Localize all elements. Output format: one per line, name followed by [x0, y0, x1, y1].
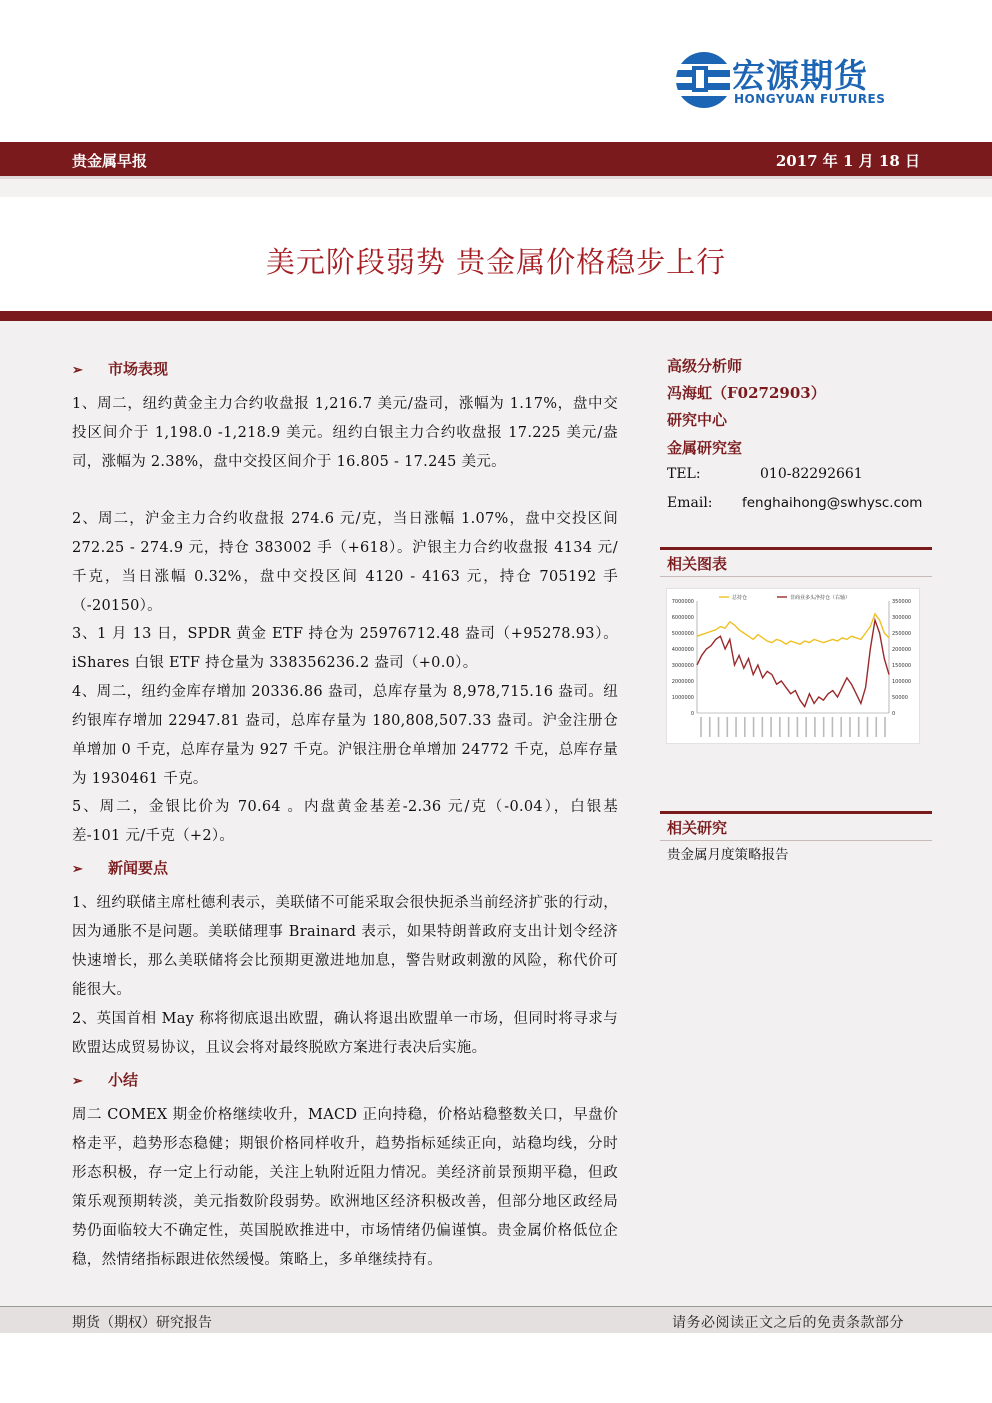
chart-x-tick-label	[709, 717, 711, 737]
tel-value: 010-82292661	[760, 466, 863, 482]
report-date: 2017 年 1 月 18 日	[775, 152, 920, 170]
tel-label: TEL:	[667, 466, 701, 482]
chart-left-tick-label: 0	[690, 711, 694, 717]
news-paragraph-1: 1、纽约联储主席杜德利表示，美联储不可能采取会很快扼杀当前经济扩张的行动，因为通胀不是问题。美联储理事 Brainard 表示，如果特朗普政府支出计划令经济快速增长，那么美联储将会比预期更激进地加息，警告财政刺激的风险，称代价可能很大。	[72, 895, 618, 998]
title-divider	[0, 311, 992, 321]
summary-paragraph: 周二 COMEX 期金价格继续收升，MACD 正向持稳，价格站稳整数关口，早盘价格走平，趋势形态稳健；期银价格同样收升，趋势指标延续正向，站稳均线，分时形态积极，存一定上行动能，关注上轨附近阻力情况。美经济前景预期平稳，但政策乐观预期转淡，美元指数阶段弱势。欧洲地区经济积极改善，但部分地区政经局势仍面临较大不确定性，英国脱欧推进中，市场情绪仍偏谨慎。贵金属价格低位企稳，然情绪指标跟进依然缓慢。策略上，多单继续持有。	[72, 1107, 618, 1268]
chart-x-tick-label	[779, 717, 781, 737]
logo-mark-icon	[674, 48, 730, 114]
chart-left-tick-label: 7000000	[671, 599, 694, 605]
chart-left-tick-label: 3000000	[671, 663, 694, 669]
analyst-role: 高级分析师	[667, 357, 743, 375]
chart-right-tick-label: 250000	[892, 631, 912, 637]
analyst-name: 冯海虹（F0272903）	[667, 384, 826, 402]
chart-series-line-0	[697, 614, 889, 644]
chart-left-tick-label: 2000000	[671, 679, 694, 685]
chart-x-tick-label	[744, 717, 746, 737]
section-heading-market: ➢ 市场表现	[72, 360, 169, 378]
research-center: 研究中心	[667, 411, 728, 429]
related-charts-heading: 相关图表	[660, 547, 932, 577]
footer-right-text: 请务必阅读正文之后的免责条款部分	[672, 1315, 904, 1331]
chart-right-tick-label: 0	[892, 711, 896, 717]
chart-x-tick-label	[726, 717, 728, 737]
email-link[interactable]: fenghaihong@swhysc.com	[742, 495, 923, 511]
header-band	[0, 142, 992, 176]
chart-x-tick-label	[814, 717, 816, 737]
chart-x-tick-label	[797, 717, 799, 737]
related-research-item[interactable]: 贵金属月度策略报告	[667, 847, 789, 863]
header-shadow	[0, 179, 992, 197]
arrow-bullet-icon: ➢	[72, 862, 83, 877]
market-paragraph-5: 5、周二，金银比价为 70.64 。内盘黄金基差-2.36 元/克（-0.04），白银基差-101 元/千克（+2）。	[72, 799, 618, 844]
market-paragraph-3: 3、1 月 13 日，SPDR 黄金 ETF 持仓为 25976712.48 盎司（+95278.93）。iShares 白银 ETF 持仓量为 338356236.2 盎司（+0.0）。	[72, 626, 618, 671]
arrow-bullet-icon: ➢	[72, 1074, 83, 1089]
chart-left-tick-label: 4000000	[671, 647, 694, 653]
chart-right-tick-label: 300000	[892, 615, 912, 621]
chart-x-tick-label	[858, 717, 860, 737]
logo-text-cn: 宏源期货	[732, 56, 868, 95]
section-heading-summary: ➢ 小结	[72, 1071, 139, 1089]
logo-text-en: HONGYUAN FUTURES	[734, 92, 886, 106]
chart-right-tick-label: 150000	[892, 663, 912, 669]
section-heading-news: ➢ 新闻要点	[72, 859, 169, 877]
chart-x-tick-label	[770, 717, 772, 737]
chart-x-tick-label	[753, 717, 755, 737]
chart-x-tick-label	[832, 717, 834, 737]
chart-series-line-1	[697, 620, 889, 706]
report-category: 贵金属早报	[72, 152, 148, 170]
chart-left-tick-label: 5000000	[671, 631, 694, 637]
chart-x-tick-label	[840, 717, 842, 737]
market-paragraph-1: 1、周二，纽约黄金主力合约收盘报 1,216.7 美元/盎司，涨幅为 1.17%，盘中交投区间介于 1,198.0 -1,218.9 美元。纽约白银主力合约收盘报 17.225 美元/盎司，涨幅为 2.38%，盘中交投区间介于 16.805 - 17.245 美元。	[72, 396, 618, 470]
chart-x-tick-label	[735, 717, 737, 737]
chart-right-tick-label: 200000	[892, 647, 912, 653]
chart-left-tick-label: 6000000	[671, 615, 694, 621]
chart-x-tick-label	[805, 717, 807, 737]
chart-right-tick-label: 350000	[892, 599, 912, 605]
company-logo	[674, 46, 924, 112]
chart-x-tick-label	[823, 717, 825, 737]
chart-right-tick-label: 100000	[892, 679, 912, 685]
holdings-chart	[666, 588, 920, 744]
related-research-heading: 相关研究	[660, 811, 932, 841]
arrow-bullet-icon: ➢	[72, 363, 83, 378]
holdings-chart-svg	[667, 589, 919, 743]
chart-x-tick-label	[700, 717, 702, 737]
chart-x-tick-label	[849, 717, 851, 737]
market-paragraph-2: 2、周二，沪金主力合约收盘报 274.6 元/克，当日涨幅 1.07%，盘中交投区间 272.25 - 274.9 元，持仓 383002 手（+618）。沪银主力合约收盘报 4134 元/千克，当日涨幅 0.32%，盘中交投区间 4120 - 4163 元，持仓 705192 手（-20150）。	[72, 511, 618, 614]
chart-left-tick-label: 1000000	[671, 695, 694, 701]
chart-x-tick-label	[788, 717, 790, 737]
chart-right-tick-label: 50000	[892, 695, 908, 701]
chart-x-tick-label	[762, 717, 764, 737]
report-title: 美元阶段弱势 贵金属价格稳步上行	[265, 245, 727, 279]
news-paragraph-2: 2、英国首相 May 称将彻底退出欧盟，确认将退出欧盟单一市场，但同时将寻求与欧盟达成贸易协议，且议会将对最终脱欧方案进行表决后实施。	[72, 1011, 618, 1056]
chart-x-tick-label	[867, 717, 869, 737]
chart-x-tick-label	[718, 717, 720, 737]
chart-x-tick-label	[875, 717, 877, 737]
chart-legend-label: 非商业多头净持仓（右轴）	[790, 595, 851, 601]
research-dept: 金属研究室	[667, 439, 743, 457]
footer-left-text: 期货（期权）研究报告	[72, 1315, 212, 1331]
market-paragraph-4: 4、周二，纽约金库存增加 20336.86 盎司，总库存量为 8,978,715.16 盎司。纽约银库存增加 22947.81 盎司，总库存量为 180,808,507.33 盎司。沪金注册仓单增加 0 千克，总库存量为 927 千克。沪银注册仓单增加 24772 千克，总库存量为 1930461 千克。	[72, 684, 618, 787]
email-label: Email:	[667, 495, 713, 511]
chart-x-tick-label	[884, 717, 886, 737]
chart-legend-label: 总持仓	[732, 595, 748, 601]
